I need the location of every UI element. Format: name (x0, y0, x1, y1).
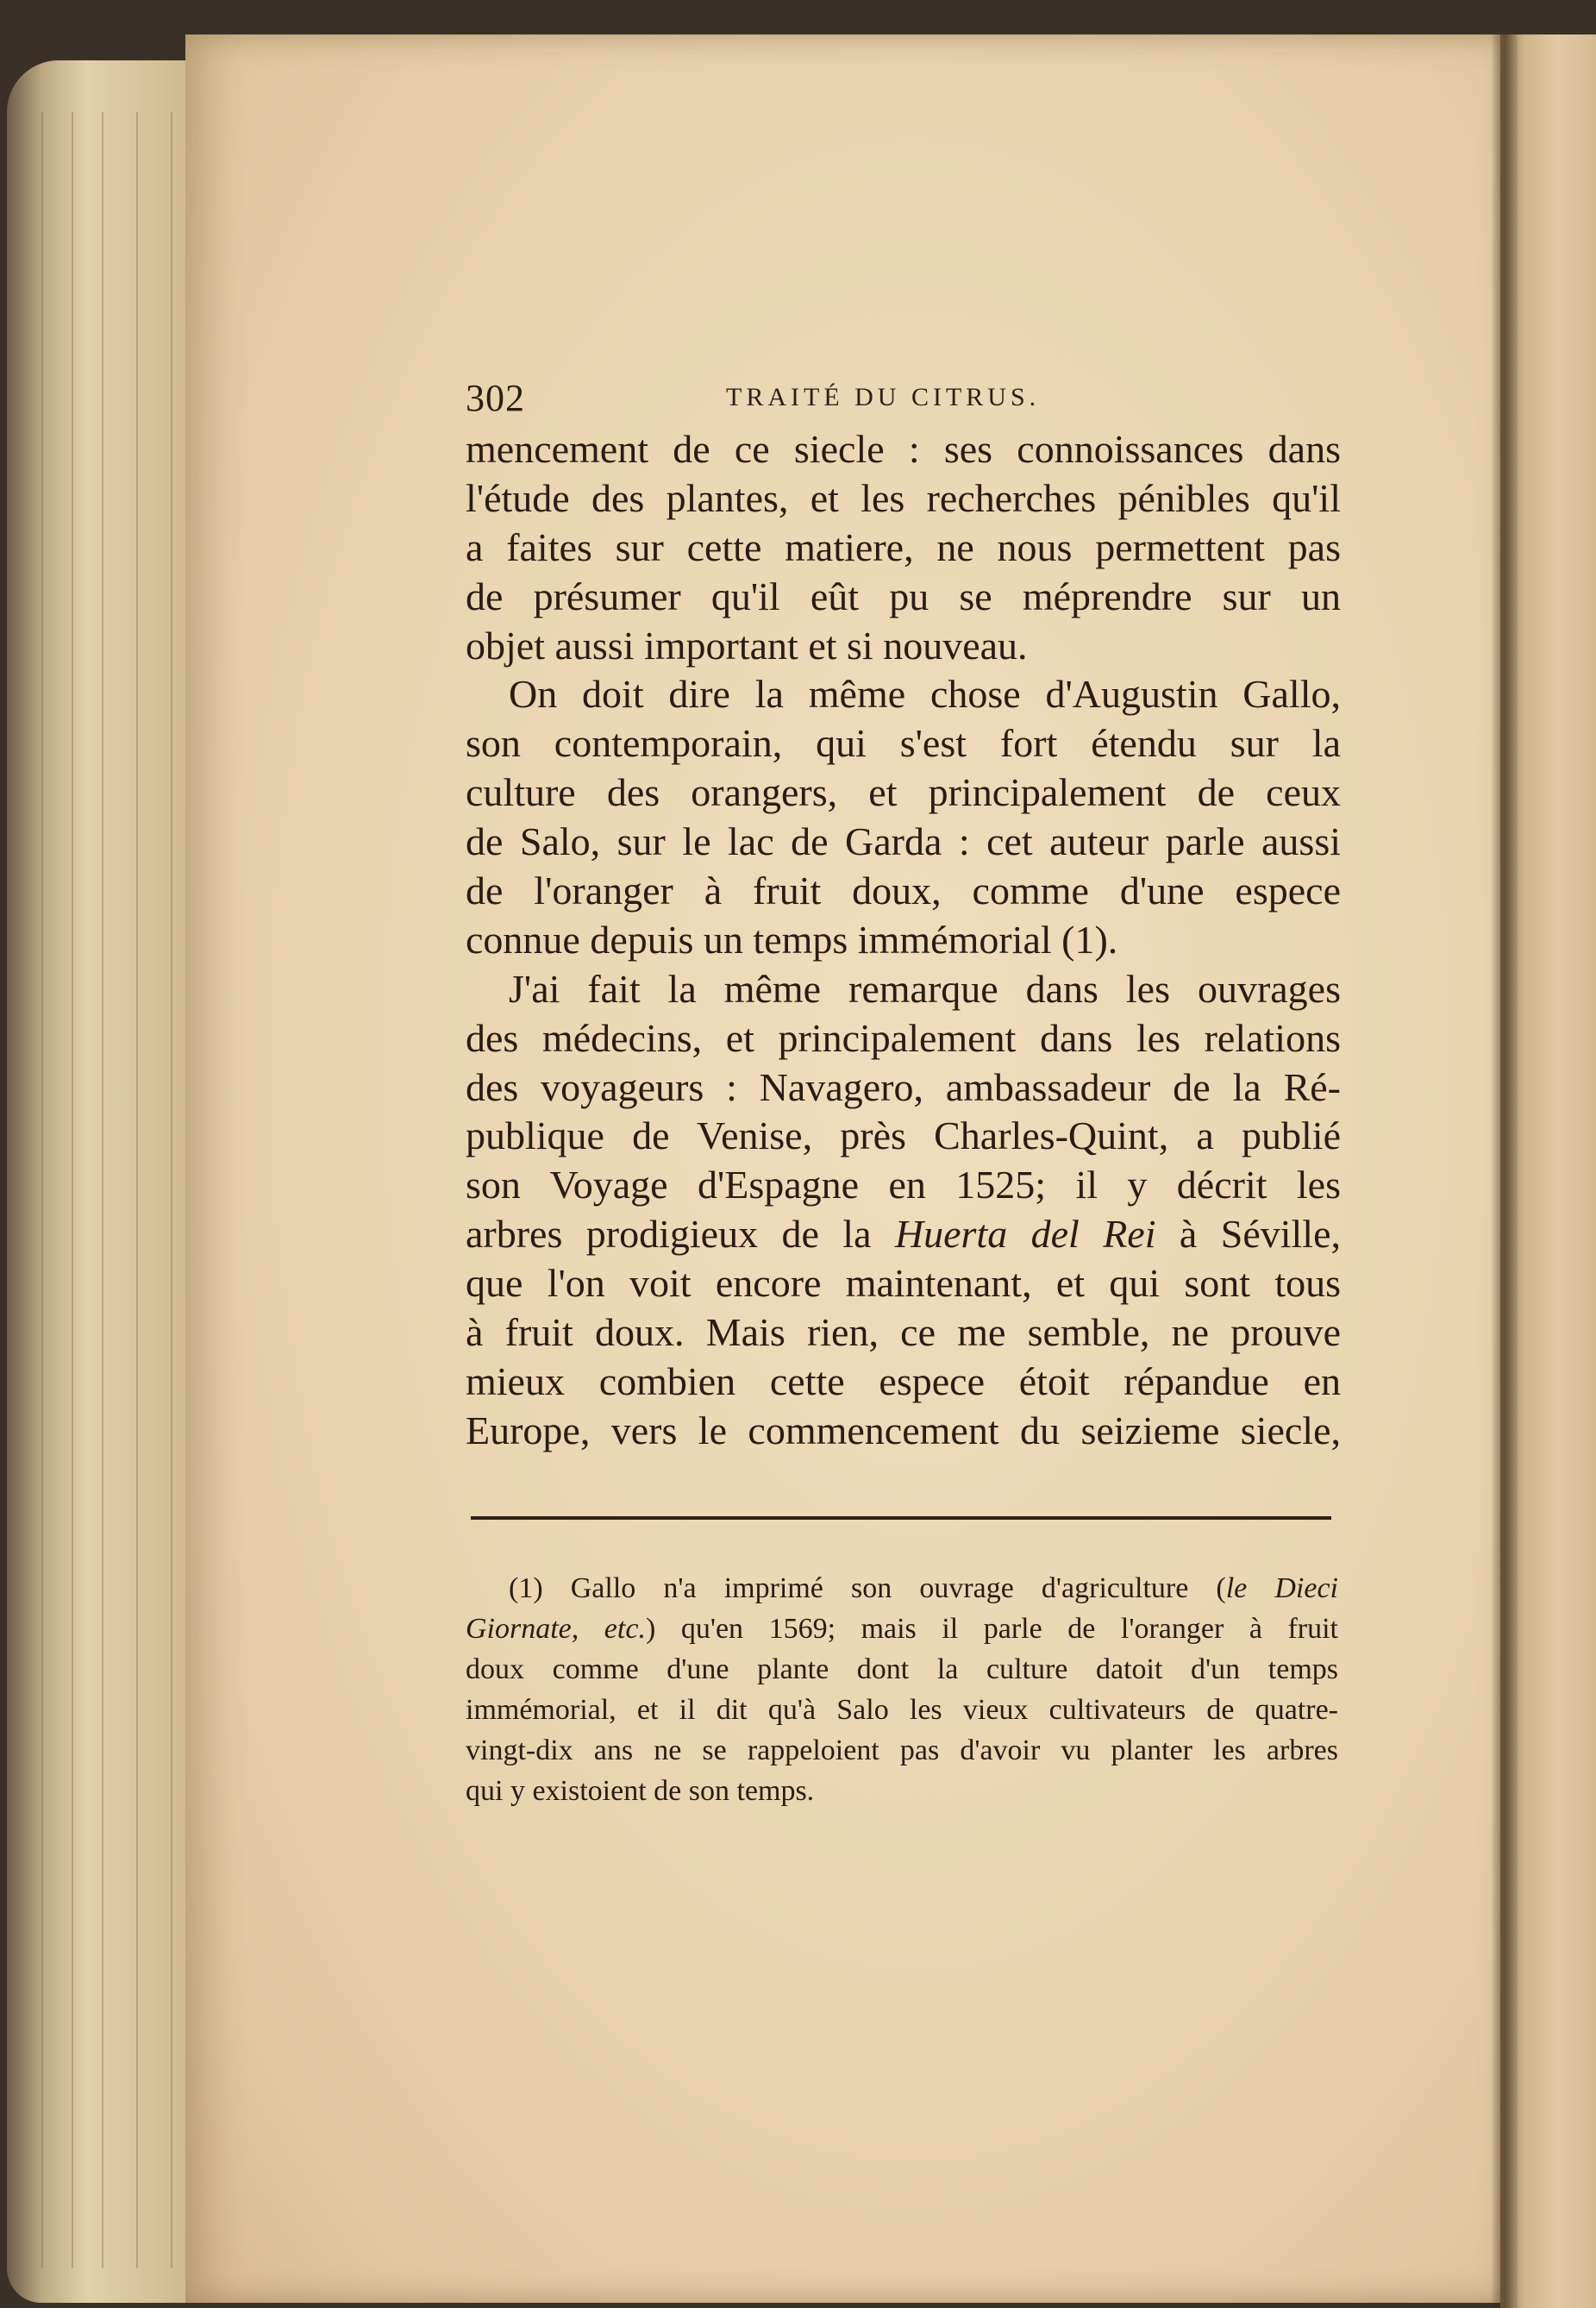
text-line: a faites sur cette matiere, ne nous permettent pas (466, 524, 1341, 569)
text-line: connue depuis un temps immémorial (1). (466, 917, 1118, 962)
text-line: des voyageurs : Navagero, ambassadeur de la Ré- (466, 1064, 1341, 1109)
text-line: son contemporain, qui s'est fort étendu sur la (466, 721, 1341, 766)
text-line: mieux combien cette espece étoit répandue en (466, 1358, 1341, 1403)
text-line: On doit dire la même chose d'Augustin Gallo, (509, 672, 1341, 717)
italic-place-name: Huerta del Rei (894, 1212, 1156, 1257)
text-segment: (1) Gallo n'a imprimé son ouvrage d'agriculture ( (509, 1572, 1226, 1604)
italic-title: le Dieci (1225, 1572, 1338, 1604)
body-text (466, 425, 1341, 1456)
text-line: mencement de ce siecle : ses connoissances dans (466, 427, 1341, 471)
text-line: publique de Venise, près Charles-Quint, a publié (466, 1113, 1341, 1158)
page-edge-line (102, 112, 103, 2268)
italic-title: Giornate, etc. (466, 1613, 646, 1645)
text-line: objet aussi important et si nouveau. (466, 623, 1028, 668)
text-line (466, 1210, 1341, 1259)
footnote-line: doux comme d'une plante dont la culture datoit d'un temps (466, 1653, 1338, 1685)
page-edge-line (41, 112, 43, 2268)
text-line: J'ai fait la même remarque dans les ouvrages (509, 966, 1341, 1011)
running-head: TRAITÉ DU CITRUS. (726, 383, 1041, 411)
text-line: son Voyage d'Espagne en 1525; il y décrit les (466, 1163, 1341, 1207)
footnote-line: vingt-dix ans ne se rappeloient pas d'avoir vu planter les arbres (466, 1734, 1338, 1766)
text-line: que l'on voit encore maintenant, et qui sont tous (466, 1261, 1341, 1306)
page-edge-line (136, 112, 138, 2268)
page-stack-edges (7, 60, 205, 2303)
footnote (466, 1568, 1338, 1811)
footnote-line: immémorial, et il dit qu'à Salo les vieux cultivateurs de quatre- (466, 1694, 1338, 1726)
gutter-shadow (1492, 34, 1518, 2308)
text-line: l'étude des plantes, et les recherches pénibles qu'il (466, 475, 1341, 520)
footnote-rule (471, 1516, 1331, 1520)
text-line: de Salo, sur le lac de Garda : cet auteur parle aussi (466, 819, 1341, 864)
text-line: des médecins, et principalement dans les relations (466, 1015, 1341, 1060)
text-line: Europe, vers le commencement du seizieme siecle, (466, 1408, 1341, 1452)
page-header (466, 376, 1345, 428)
text-segment: arbres prodigieux de la (466, 1212, 872, 1257)
footnote-line (466, 1609, 1338, 1649)
text-line: culture des orangers, et principalement de ceux (466, 770, 1341, 815)
page-edge-line (171, 112, 172, 2268)
text-line: de l'oranger à fruit doux, comme d'une espece (466, 869, 1341, 913)
footnote-line: qui y existoient de son temps. (466, 1775, 815, 1807)
text-segment: à Séville, (1179, 1212, 1341, 1257)
text-line: de présumer qu'il eût pu se méprendre sur un (466, 574, 1341, 618)
text-line: à fruit doux. Mais rien, ce me semble, ne prouve (466, 1310, 1341, 1355)
page-number: 302 (466, 377, 525, 419)
page-edge-line (72, 112, 73, 2268)
footnote-line (466, 1568, 1338, 1609)
text-segment: ) qu'en 1569; mais il parle de l'oranger à fruit (645, 1613, 1338, 1645)
